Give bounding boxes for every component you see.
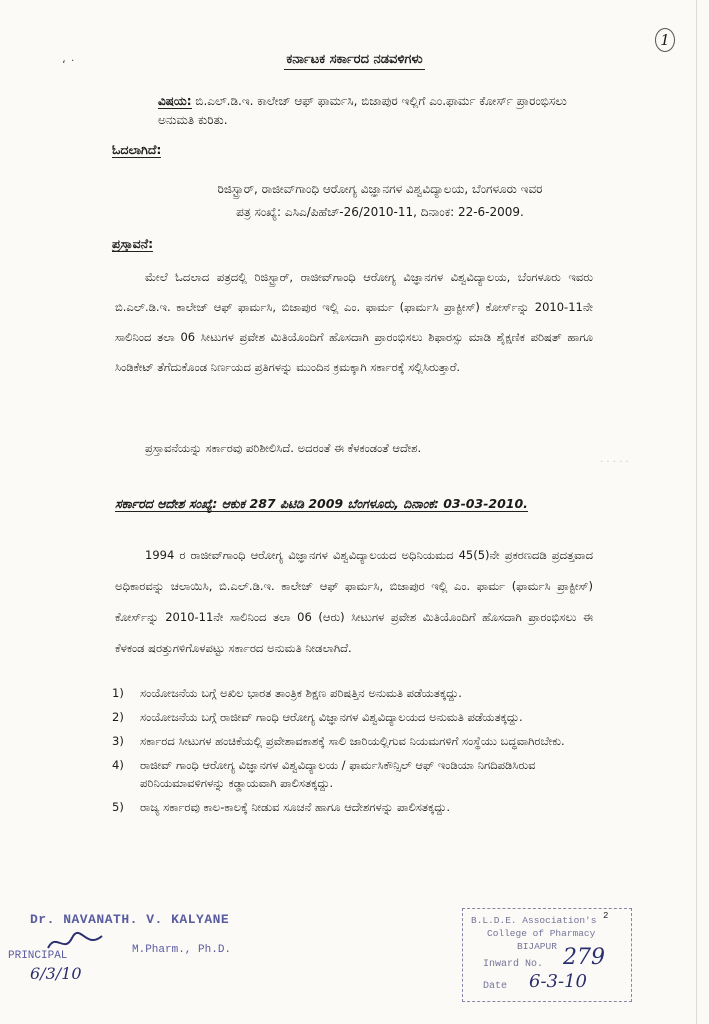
condition-number: 3) — [112, 734, 124, 748]
signatory-title: PRINCIPAL — [8, 950, 68, 962]
stamp-date-value: 6-3-10 — [529, 971, 587, 992]
conditions-list — [112, 684, 612, 822]
order-paragraph: 1994 ರ ರಾಜೀವ್‌ಗಾಂಧಿ ಆರೋಗ್ಯ ವಿಜ್ಞಾನಗಳ ವಿಶ್ವವಿದ್ಯಾಲಯದ ಅಧಿನಿಯಮದ 45(5)ನೇ ಪ್ರಕರಣದಡಿ ಪ್ರದತ್ತವಾದ ಅಧಿಕಾರವನ್ನು ಚಲಾಯಿಸಿ, ಬಿ.ಎಲ್.ಡಿ.ಇ. ಕಾಲೇಜ್ ಆಫ್ ಫಾರ್ಮಸಿ, ಬಿಜಾಪುರ ಇಲ್ಲಿ ಎಂ. ಫಾರ್ಮ (ಫಾರ್ಮಸಿ ಪ್ರಾಕ್ಟೀಸ್) ಕೋರ್ಸ್‌ನ್ನು 2010-11ನೇ ಸಾಲಿನಿಂದ ತಲಾ 06 (ಆರು) ಸೀಟುಗಳ ಪ್ರವೇಶ ಮಿತಿಯೊಂದಿಗೆ ಹೊಸದಾಗಿ ಪ್ರಾರಂಭಿಸಲು ಈ ಕೆಳಕಂಡ ಷರತ್ತುಗಳಿಗೊಳಪಟ್ಟು ಸರ್ಕಾರದ ಅನುಮತಿ ನೀಡಲಾಗಿದೆ. — [115, 548, 593, 655]
condition-item — [112, 798, 612, 816]
order-number-line — [115, 496, 593, 512]
read-heading-text: ಓದಲಾಗಿದೆ: — [112, 142, 162, 157]
condition-number: 5) — [112, 800, 124, 814]
examined-line: ಪ್ರಸ್ತಾವನೆಯನ್ನು ಸರ್ಕಾರವು ಪರಿಶೀಲಿಸಿದೆ. ಅದರಂತೆ ಈ ಕೆಳಕಂಡಂತೆ ಆದೇಶ. — [145, 441, 422, 455]
condition-text: ರಾಜೀವ್ ಗಾಂಧಿ ಆರೋಗ್ಯ ವಿಜ್ಞಾನಗಳ ವಿಶ್ವವಿದ್ಯಾಲಯ / ಫಾರ್ಮಸಿಕೌನ್ಸಿಲ್ ಆಫ್ ಇಂಡಿಯಾ ನಿಗದಿಪಡಿಸಿರುವ ಪರಿನಿಯಮಾವಳಿಗಳನ್ನು ಕಡ್ಡಾಯವಾಗಿ ಪಾಲಿಸತಕ್ಕದ್ದು. — [140, 758, 536, 790]
condition-number: 2) — [112, 710, 124, 724]
condition-text: ಸರ್ಕಾರದ ಸೀಟುಗಳ ಹಂಚಿಕೆಯಲ್ಲಿ ಪ್ರವೇಶಾವಕಾಶಕ್ಕೆ ಸಾಲಿ ಜಾರಿಯಲ್ಲಿಗುವ ನಿಯಮಗಳಿಗೆ ಸಂಸ್ಥೆಯು ಬದ್ಧವಾಗಿರಬೇಕು. — [140, 734, 565, 748]
read-block — [150, 178, 610, 224]
stamp-line-2: College of Pharmacy — [487, 928, 596, 939]
read-line-1: ರಿಜಿಸ್ಟ್ರಾರ್, ರಾಜೀವ್‌ಗಾಂಧಿ ಆರೋಗ್ಯ ವಿಜ್ಞಾನಗಳ ವಿಶ್ವವಿದ್ಯಾಲಯ, ಬೆಂಗಳೂರು ಇವರ — [217, 182, 543, 196]
page-number: 1 — [655, 28, 675, 52]
subject-text: ಬಿ.ಎಲ್.ಡಿ.ಇ. ಕಾಲೇಜ್ ಆಫ್ ಫಾರ್ಮಸಿ, ಬಿಜಾಪುರ ಇಲ್ಲಿಗೆ ಎಂ.ಫಾರ್ಮ ಕೋರ್ಸ್ ಪ್ರಾರಂಭಿಸಲು ಅನುಮತಿ ಕುರಿತು. — [158, 94, 567, 127]
preamble-heading-text: ಪ್ರಸ್ತಾವನೆ: — [112, 236, 154, 251]
condition-number: 1) — [112, 686, 124, 700]
document-title — [0, 52, 709, 67]
read-heading — [112, 142, 161, 158]
condition-text: ರಾಜ್ಯ ಸರ್ಕಾರವು ಕಾಲ-ಕಾಲಕ್ಕೆ ನೀಡುವ ಸೂಚನೆ ಹಾಗೂ ಆದೇಶಗಳನ್ನು ಪಾಲಿಸತಕ್ಕದ್ದು. — [140, 800, 451, 814]
stamp-inward-number: 279 — [563, 945, 605, 970]
stamp-inward-label: Inward No. — [483, 959, 544, 970]
stamp-line-1: B.L.D.E. Association's — [471, 915, 597, 926]
preamble-paragraph: ಮೇಲೆ ಓದಲಾದ ಪತ್ರದಲ್ಲಿ ರಿಜಿಸ್ಟ್ರಾರ್, ರಾಜೀವ್‌ಗಾಂಧಿ ಆರೋಗ್ಯ ವಿಜ್ಞಾನಗಳ ವಿಶ್ವವಿದ್ಯಾಲಯ, ಬೆಂಗಳೂರು ಇವರು ಬಿ.ಎಲ್.ಡಿ.ಇ. ಕಾಲೇಜ್ ಆಫ್ ಫಾರ್ಮಸಿ, ಬಿಜಾಪುರ ಇಲ್ಲಿ ಎಂ. ಫಾರ್ಮ (ಫಾರ್ಮಸಿ ಪ್ರಾಕ್ಟೀಸ್) ಕೋರ್ಸ್‌ನ್ನು 2010-11ನೇ ಸಾಲಿನಿಂದ ತಲಾ 06 ಸೀಟುಗಳ ಪ್ರವೇಶ ಮಿತಿಯೊಂದಿಗೆ ಹೊಸದಾಗಿ ಪ್ರಾರಂಭಿಸಲು ಶಿಫಾರಸ್ಸು ಮಾಡಿ ಶೈಕ್ಷಣಿಕ ಪರಿಷತ್ ಹಾಗೂ ಸಿಂಡಿಕೇಟ್ ತೆಗೆದುಕೊಂಡ ನಿರ್ಣಯದ ಪ್ರತಿಗಳನ್ನು ಮುಂದಿನ ಕ್ರಮಕ್ಕಾಗಿ ಸರ್ಕಾರಕ್ಕೆ ಸಲ್ಲಿಸಿರುತ್ತಾರೆ. — [115, 270, 593, 374]
condition-text: ಸಂಯೋಜನೆಯ ಬಗ್ಗೆ ರಾಜೀವ್ ಗಾಂಧಿ ಆರೋಗ್ಯ ವಿಜ್ಞಾನಗಳ ವಿಶ್ವವಿದ್ಯಾಲಯದ ಅನುಮತಿ ಪಡೆಯತಕ್ಕದ್ದು. — [140, 710, 523, 724]
page-edge — [696, 0, 697, 1024]
condition-item — [112, 684, 612, 702]
signatory-name: Dr. NAVANATH. V. KALYANE — [30, 912, 230, 927]
order-number-text: ಸರ್ಕಾರದ ಆದೇಶ ಸಂಖ್ಯೆ: ಆಕುಕ 287 ಪಿಟಿಡಿ 2009 ಬೆಂಗಳೂರು, ದಿನಾಂಕ: 03-03-2010. — [115, 496, 528, 511]
condition-text: ಸಂಯೋಜನೆಯ ಬಗ್ಗೆ ಅಖಿಲ ಭಾರತ ತಾಂತ್ರಿಕ ಶಿಕ್ಷಣ ಪರಿಷತ್ತಿನ ಅನುಮತಿ ಪಡೆಯತಕ್ಕದ್ದು. — [140, 686, 462, 700]
condition-number: 4) — [112, 758, 124, 772]
signature-date: 6/3/10 — [30, 964, 82, 983]
stamp-date-label: Date — [483, 981, 508, 992]
stamp-line-3: BIJAPUR — [517, 941, 557, 952]
condition-item — [112, 708, 612, 726]
subject-label: ವಿಷಯ: — [158, 94, 192, 108]
hole-mark: ‘ ˙ — [62, 58, 76, 72]
preamble-heading — [112, 236, 153, 252]
signatory-qualification: M.Pharm., Ph.D. — [132, 944, 232, 956]
subject-block — [158, 92, 578, 130]
read-line-2: ಪತ್ರ ಸಂಖ್ಯೆ: ಎಸಿಎ/ಪಿಹೆಚ್-26/2010-11, ದಿನಾಂಕ: 22-6-2009. — [236, 205, 524, 219]
document-title-text: ಕರ್ನಾಟಕ ಸರ್ಕಾರದ ನಡವಳಿಗಳು — [284, 52, 424, 70]
stamp-top-note: 2 — [603, 911, 609, 921]
inward-stamp — [462, 908, 632, 1002]
condition-item — [112, 756, 612, 792]
condition-item — [112, 732, 612, 750]
bleed-through-text: . . . . . — [600, 454, 629, 465]
